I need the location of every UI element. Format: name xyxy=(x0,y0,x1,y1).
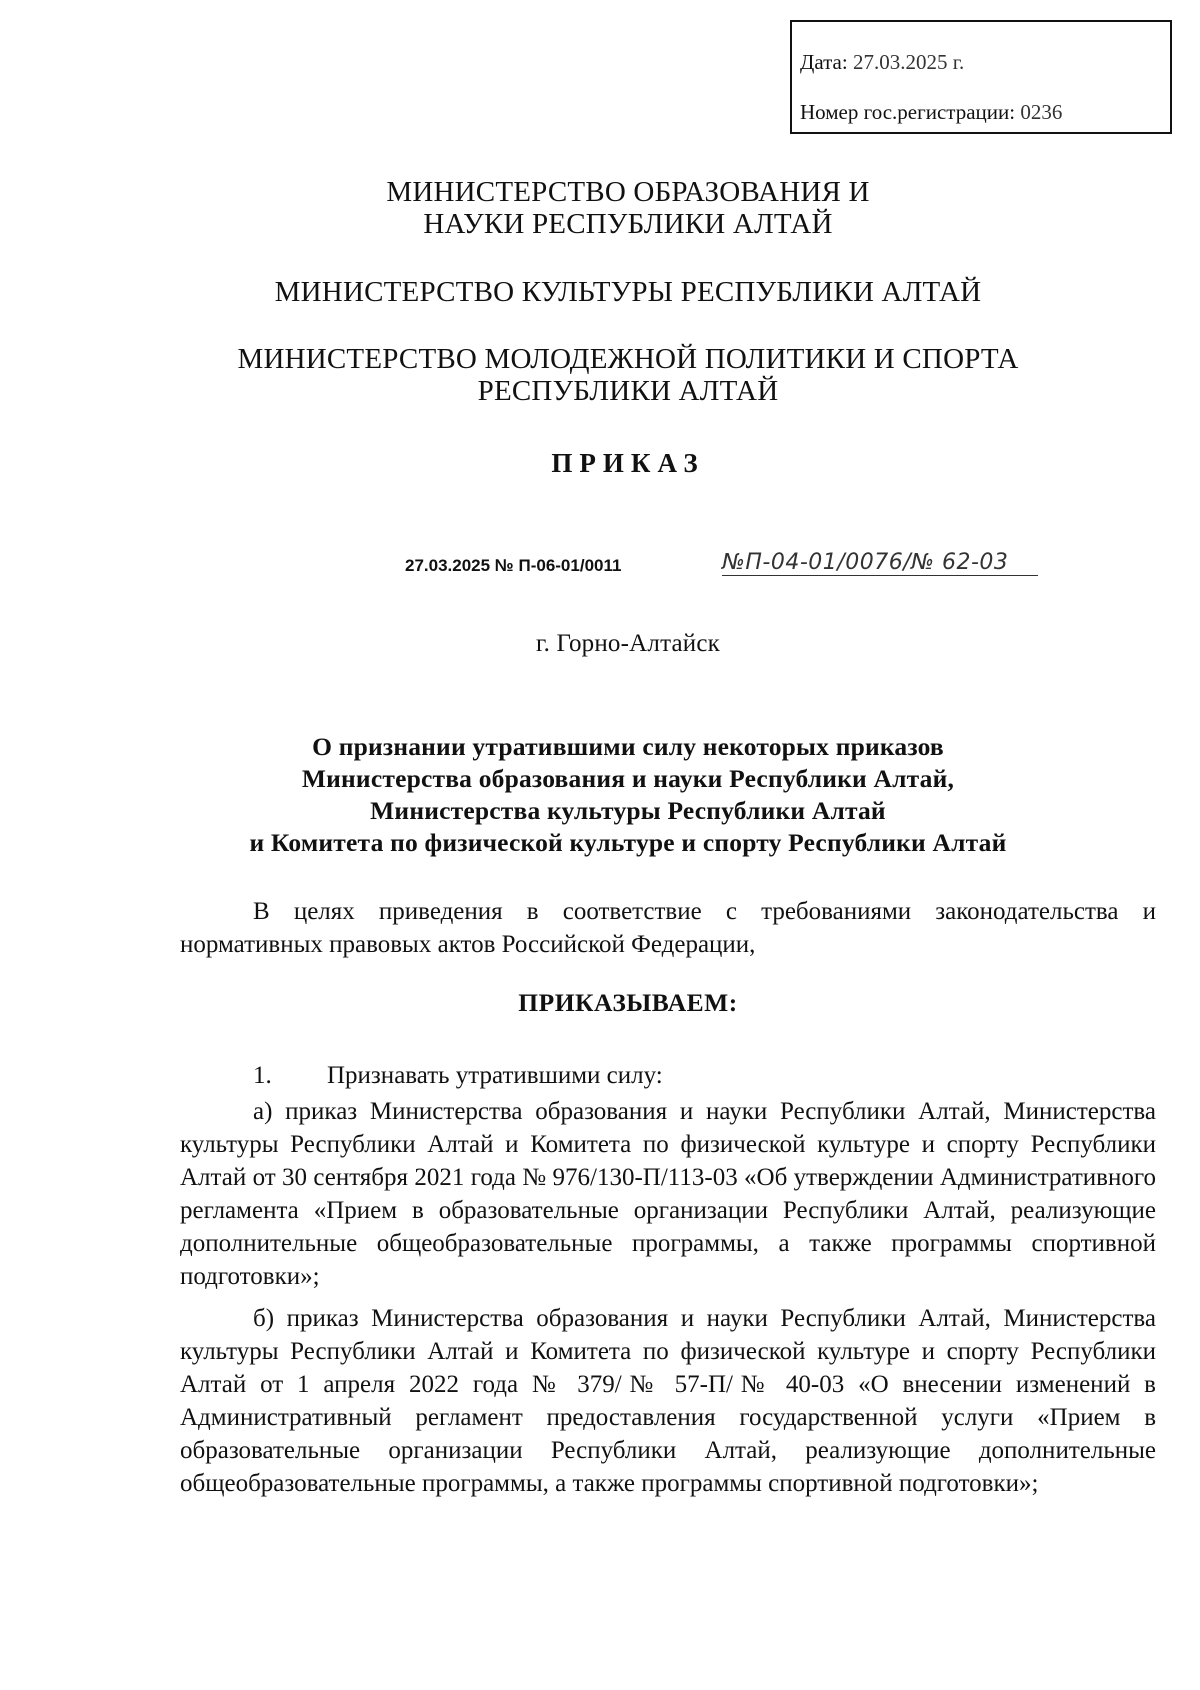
registration-date-value: 27.03.2025 г. xyxy=(852,50,965,74)
order-title: ПРИКАЗ xyxy=(551,448,705,478)
handwritten-order-number: №П-04-01/0076/№ 62-03 xyxy=(722,550,1038,576)
registration-date xyxy=(800,50,964,75)
subject-line4: и Комитета по физической культуре и спорту Республики Алтай xyxy=(249,828,1007,857)
registration-number-label: Номер гос.регистрации: xyxy=(800,100,1016,124)
ministry-youth-line1: МИНИСТЕРСТВО МОЛОДЕЖНОЙ ПОЛИТИКИ И СПОРТА xyxy=(237,343,1019,375)
subject-line1: О признании утратившими силу некоторых приказов xyxy=(312,732,944,761)
ministry-culture: МИНИСТЕРСТВО КУЛЬТУРЫ РЕСПУБЛИКИ АЛТАЙ xyxy=(274,276,982,308)
registration-date-label: Дата: xyxy=(800,50,848,74)
item-a-paragraph: а) приказ Министерства образования и науки Республики Алтай, Министерства культуры Республики Алтай и Комитета по физической культуре и спорту Республики Алтай от 30 сентября 2021 года № 976/130-П/113-03 «Об утверждении Административного регламента «Прием в образовательные организации Республики Алтай, реализующие дополнительные общеобразовательные программы, а также программы спортивной подготовки»; xyxy=(180,1098,1156,1290)
item-number: 1. xyxy=(253,1062,272,1089)
subject-line2: Министерства образования и науки Республики Алтай, xyxy=(301,764,955,793)
registration-number-value: 0236 xyxy=(1020,100,1063,124)
city: г. Горно-Алтайск xyxy=(535,630,721,657)
item-text: Признавать утратившими силу: xyxy=(327,1062,663,1089)
subject-line3: Министерства культуры Республики Алтай xyxy=(370,796,886,825)
ministry-education-line1: МИНИСТЕРСТВО ОБРАЗОВАНИЯ И xyxy=(386,176,870,208)
command-heading: ПРИКАЗЫВАЕМ: xyxy=(518,988,738,1017)
order-date-number: 27.03.2025 № П-06-01/0011 xyxy=(405,556,622,575)
registration-stamp xyxy=(790,20,1172,134)
registration-number xyxy=(800,100,1062,125)
ministry-youth-line2: РЕСПУБЛИКИ АЛТАЙ xyxy=(477,375,779,407)
preamble-paragraph: В целях приведения в соответствие с требованиями законодательства и нормативных правовых актов Российской Федерации, xyxy=(180,898,1156,958)
item-b-paragraph: б) приказ Министерства образования и науки Республики Алтай, Министерства культуры Республики Алтай и Комитета по физической культуре и спорту Республики Алтай от 1 апреля 2022 года № 379/№ 57-П/№ 40-03 «О внесении изменений в Административный регламент предоставления государственной услуги «Прием в образовательные организации Республики Алтай, реализующие дополнительные общеобразовательные программы, а также программы спортивной подготовки»; xyxy=(180,1305,1156,1497)
ministry-education-line2: НАУКИ РЕСПУБЛИКИ АЛТАЙ xyxy=(423,208,833,240)
